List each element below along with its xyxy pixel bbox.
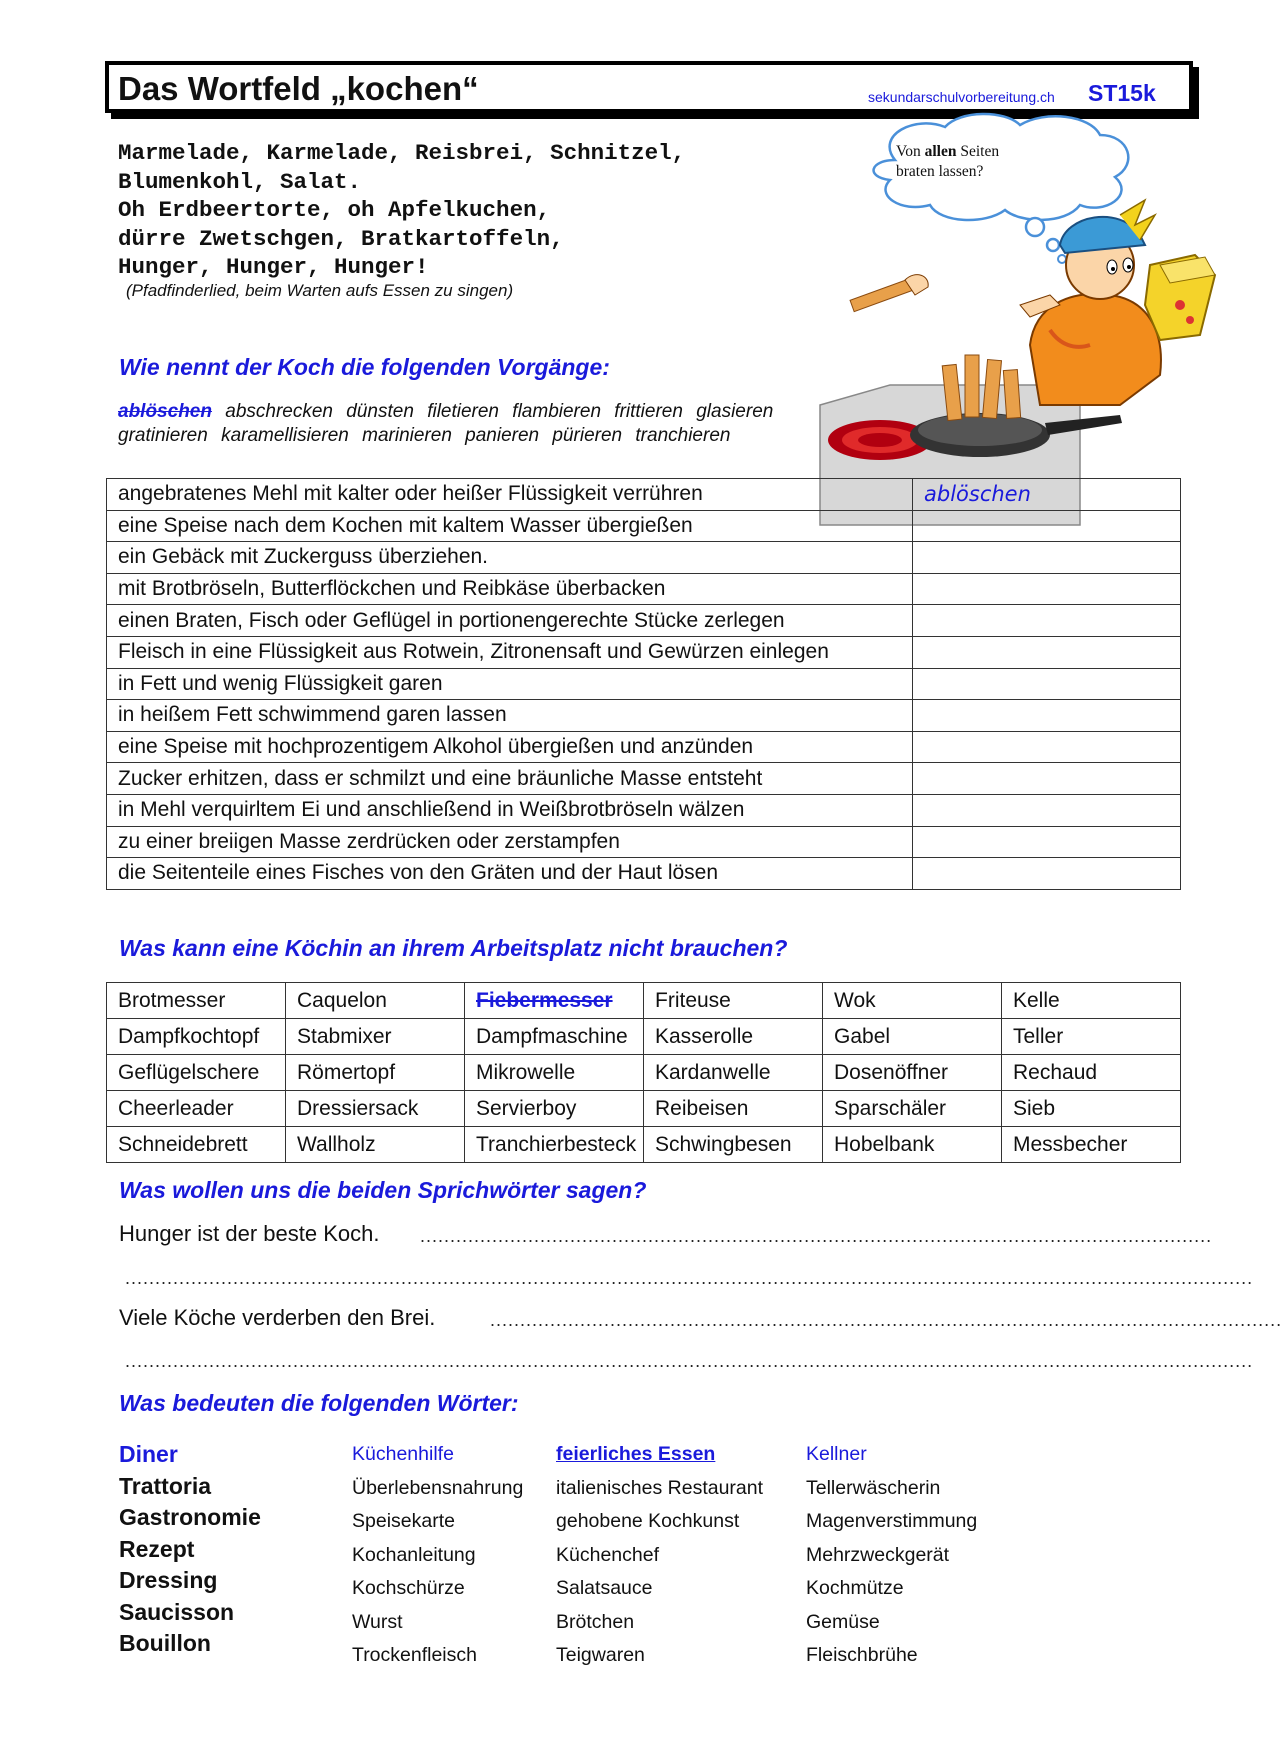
answer-cell[interactable] [913, 858, 1181, 890]
option[interactable]: Mehrzweckgerät [806, 1543, 950, 1566]
tool-cell[interactable]: Rechaud [1002, 1055, 1181, 1091]
tools-table [106, 982, 1181, 1163]
answer-line[interactable]: .................................................................................................................................... [420, 1226, 1213, 1246]
word-bank-item: tranchieren [635, 425, 731, 446]
cloud-text [896, 142, 999, 182]
tool-cell[interactable]: Wok [823, 983, 1002, 1019]
table-row [107, 1127, 1181, 1163]
table-row [107, 826, 1181, 858]
tool-cell[interactable]: Teller [1002, 1019, 1181, 1055]
option[interactable]: Teigwaren [556, 1644, 645, 1666]
proverb-1: Hunger ist der beste Koch. [119, 1221, 380, 1246]
definition-cell: in Fett und wenig Flüssigkeit garen [107, 668, 913, 700]
tool-cell[interactable]: Dressiersack [286, 1091, 465, 1127]
answer-line[interactable]: .................................................................................................................................... [490, 1310, 1282, 1330]
answer-cell[interactable] [913, 700, 1181, 732]
definition-cell: zu einer breiigen Masse zerdrücken oder zerstampfen [107, 826, 913, 858]
table-row [107, 763, 1181, 795]
word-bank-item: abschrecken [225, 401, 333, 422]
answer-cell[interactable] [913, 605, 1181, 637]
tool-cell[interactable]: Sieb [1002, 1091, 1181, 1127]
word-bank [118, 400, 818, 448]
table-row [107, 731, 1181, 763]
option[interactable]: Wurst [352, 1610, 403, 1633]
song-line: Blumenkohl, Salat. [118, 168, 362, 195]
definition-cell: eine Speise nach dem Kochen mit kaltem Wasser übergießen [107, 510, 913, 542]
section3-heading: Was wollen uns die beiden Sprichwörter sagen? [119, 1177, 647, 1203]
tool-cell[interactable]: Kardanwelle [644, 1055, 823, 1091]
tool-cell[interactable]: Dampfmaschine [465, 1019, 644, 1055]
option[interactable]: Küchenchef [556, 1543, 659, 1566]
option[interactable]: Brötchen [556, 1610, 635, 1633]
answer-line[interactable]: ............................................................................................................................................................................................ [125, 1351, 1254, 1371]
option[interactable]: Salatsauce [556, 1577, 653, 1599]
option[interactable]: Kochanleitung [352, 1543, 476, 1566]
section2-heading: Was kann eine Köchin an ihrem Arbeitsplatz nicht brauchen? [119, 935, 788, 961]
option[interactable]: italienisches Restaurant [556, 1476, 764, 1499]
options-column-1 [352, 1441, 523, 1676]
answer-cell[interactable] [913, 826, 1181, 858]
tool-cell[interactable]: Sparschäler [823, 1091, 1002, 1127]
tool-cell[interactable]: Friteuse [644, 983, 823, 1019]
tool-cell[interactable]: Stabmixer [286, 1019, 465, 1055]
option[interactable]: Kellner [806, 1443, 867, 1465]
term: Gastronomie [119, 1504, 261, 1530]
answer-cell[interactable] [913, 636, 1181, 668]
term: Diner [119, 1441, 178, 1467]
word-bank-item: filetieren [427, 401, 500, 422]
tool-cell[interactable]: Messbecher [1002, 1127, 1181, 1163]
definition-cell: angebratenes Mehl mit kalter oder heißer Flüssigkeit verrühren [107, 479, 913, 511]
song-line: Oh Erdbeertorte, oh Apfelkuchen, [118, 197, 551, 223]
tool-cell[interactable]: Geflügelschere [107, 1055, 286, 1091]
song-lyrics [118, 139, 685, 282]
tool-cell[interactable]: Römertopf [286, 1055, 465, 1091]
term: Dressing [119, 1567, 218, 1593]
option[interactable]: Kochmütze [806, 1577, 904, 1599]
word-bank-item: gratinieren [118, 425, 208, 446]
tool-cell[interactable]: Dampfkochtopf [107, 1019, 286, 1055]
page-title: Das Wortfeld „kochen“ [118, 70, 479, 107]
answer-cell[interactable] [913, 510, 1181, 542]
section4-heading: Was bedeuten die folgenden Wörter: [119, 1390, 519, 1416]
answer-cell[interactable] [913, 763, 1181, 795]
table-row [107, 636, 1181, 668]
table-row [107, 510, 1181, 542]
option[interactable]: gehobene Kochkunst [556, 1510, 740, 1532]
table-row [107, 858, 1181, 890]
term: Bouillon [119, 1630, 211, 1656]
definition-cell: mit Brotbröseln, Butterflöckchen und Reibkäse überbacken [107, 573, 913, 605]
option[interactable]: Überlebensnahrung [352, 1476, 524, 1499]
word-bank-item: dünsten [346, 401, 414, 422]
table-row [107, 668, 1181, 700]
table-row [107, 794, 1181, 826]
option[interactable]: Trockenfleisch [352, 1644, 477, 1666]
table-row [107, 605, 1181, 637]
song-line: dürre Zwetschgen, Bratkartoffeln, [118, 225, 564, 252]
tool-cell[interactable]: Tranchierbesteck [465, 1127, 644, 1163]
option[interactable]: Kochschürze [352, 1577, 465, 1599]
definition-cell: Fleisch in eine Flüssigkeit aus Rotwein, Zitronensaft und Gewürzen einlegen [107, 636, 913, 668]
terms-column [119, 1441, 261, 1662]
answer-cell[interactable] [913, 573, 1181, 605]
tool-cell[interactable]: Cheerleader [107, 1091, 286, 1127]
term: Saucisson [119, 1598, 235, 1625]
definition-cell: Zucker erhitzen, dass er schmilzt und eine bräunliche Masse entsteht [107, 763, 913, 795]
table-row [107, 700, 1181, 732]
song-line: Marmelade, Karmelade, Reisbrei, Schnitzel, [118, 140, 686, 166]
option[interactable]: Magenverstimmung [806, 1510, 978, 1532]
table-row [107, 983, 1181, 1019]
tool-cell[interactable]: Kelle [1002, 983, 1181, 1019]
tool-cell[interactable]: Servierboy [465, 1091, 644, 1127]
tool-cell[interactable]: Schneidebrett [107, 1127, 286, 1163]
answer-cell[interactable] [913, 542, 1181, 574]
options-column-2 [556, 1441, 763, 1676]
song-line: Hunger, Hunger, Hunger! [118, 254, 429, 280]
word-bank-item: flambieren [512, 401, 602, 422]
answer-cell[interactable]: ablöschen [913, 479, 1181, 511]
definition-cell: eine Speise mit hochprozentigem Alkohol übergießen und anzünden [107, 731, 913, 763]
tool-cell[interactable]: Gabel [823, 1019, 1002, 1055]
tool-cell[interactable]: Brotmesser [107, 983, 286, 1019]
section1-heading: Wie nennt der Koch die folgenden Vorgänge: [119, 354, 610, 380]
option-selected[interactable]: feierliches Essen [556, 1443, 716, 1465]
definitions-table [106, 478, 1181, 890]
proverb-2: Viele Köche verderben den Brei. [119, 1305, 436, 1330]
tool-cell[interactable]: Hobelbank [823, 1127, 1002, 1163]
answer-cell[interactable] [913, 668, 1181, 700]
definition-cell: ein Gebäck mit Zuckerguss überziehen. [107, 542, 913, 574]
cloud-text-part: Von [896, 143, 925, 160]
option[interactable]: Küchenhilfe [352, 1443, 454, 1465]
options-column-3 [806, 1441, 977, 1676]
cloud-text-bold: allen [924, 143, 957, 160]
option[interactable]: Speisekarte [352, 1510, 455, 1532]
definition-cell: in heißem Fett schwimmend garen lassen [107, 700, 913, 732]
answer-line[interactable]: ............................................................................................................................................................................................ [125, 1268, 1254, 1288]
tool-cell-struck[interactable]: Fiebermesser [465, 983, 644, 1019]
cloud-text-part: Seiten [956, 143, 1000, 160]
worksheet-code: ST15k [1088, 80, 1156, 106]
tool-cell[interactable]: Schwingbesen [644, 1127, 823, 1163]
word-bank-item: ablöschen [118, 401, 212, 422]
tool-cell[interactable]: Reibeisen [644, 1091, 823, 1127]
cook-illustration [820, 105, 1240, 525]
table-row [107, 1091, 1181, 1127]
tool-cell[interactable]: Mikrowelle [465, 1055, 644, 1091]
word-bank-item: karamellisieren [221, 425, 349, 446]
option[interactable]: Tellerwäscherin [806, 1476, 941, 1499]
answer-cell[interactable] [913, 731, 1181, 763]
tool-cell[interactable]: Kasserolle [644, 1019, 823, 1055]
table-row [107, 1019, 1181, 1055]
table-row [107, 542, 1181, 574]
definition-cell: in Mehl verquirltem Ei und anschließend in Weißbrotbröseln wälzen [107, 794, 913, 826]
term: Trattoria [119, 1472, 212, 1499]
tool-cell[interactable]: Dosenöffner [823, 1055, 1002, 1091]
word-bank-item: pürieren [552, 425, 623, 446]
definition-cell: einen Braten, Fisch oder Geflügel in portionengerechte Stücke zerlegen [107, 605, 913, 637]
song-note: (Pfadfinderlied, beim Warten aufs Essen zu singen) [126, 281, 514, 300]
option[interactable]: Gemüse [806, 1610, 880, 1633]
definition-cell: die Seitenteile eines Fisches von den Gräten und der Haut lösen [107, 858, 913, 890]
word-bank-item: panieren [465, 425, 540, 446]
table-row [107, 1055, 1181, 1091]
option[interactable]: Fleischbrühe [806, 1644, 918, 1666]
site-url[interactable]: sekundarschulvorbereitung.ch [868, 89, 1055, 105]
table-row [107, 573, 1181, 605]
table-row [107, 479, 1181, 511]
word-bank-item: marinieren [362, 425, 452, 446]
answer-cell[interactable] [913, 794, 1181, 826]
tool-cell[interactable]: Caquelon [286, 983, 465, 1019]
tool-cell[interactable]: Wallholz [286, 1127, 465, 1163]
cloud-text-line: braten lassen? [896, 163, 984, 180]
word-bank-item: frittieren [614, 401, 683, 422]
word-bank-item: glasieren [696, 401, 774, 422]
term: Rezept [119, 1535, 195, 1562]
